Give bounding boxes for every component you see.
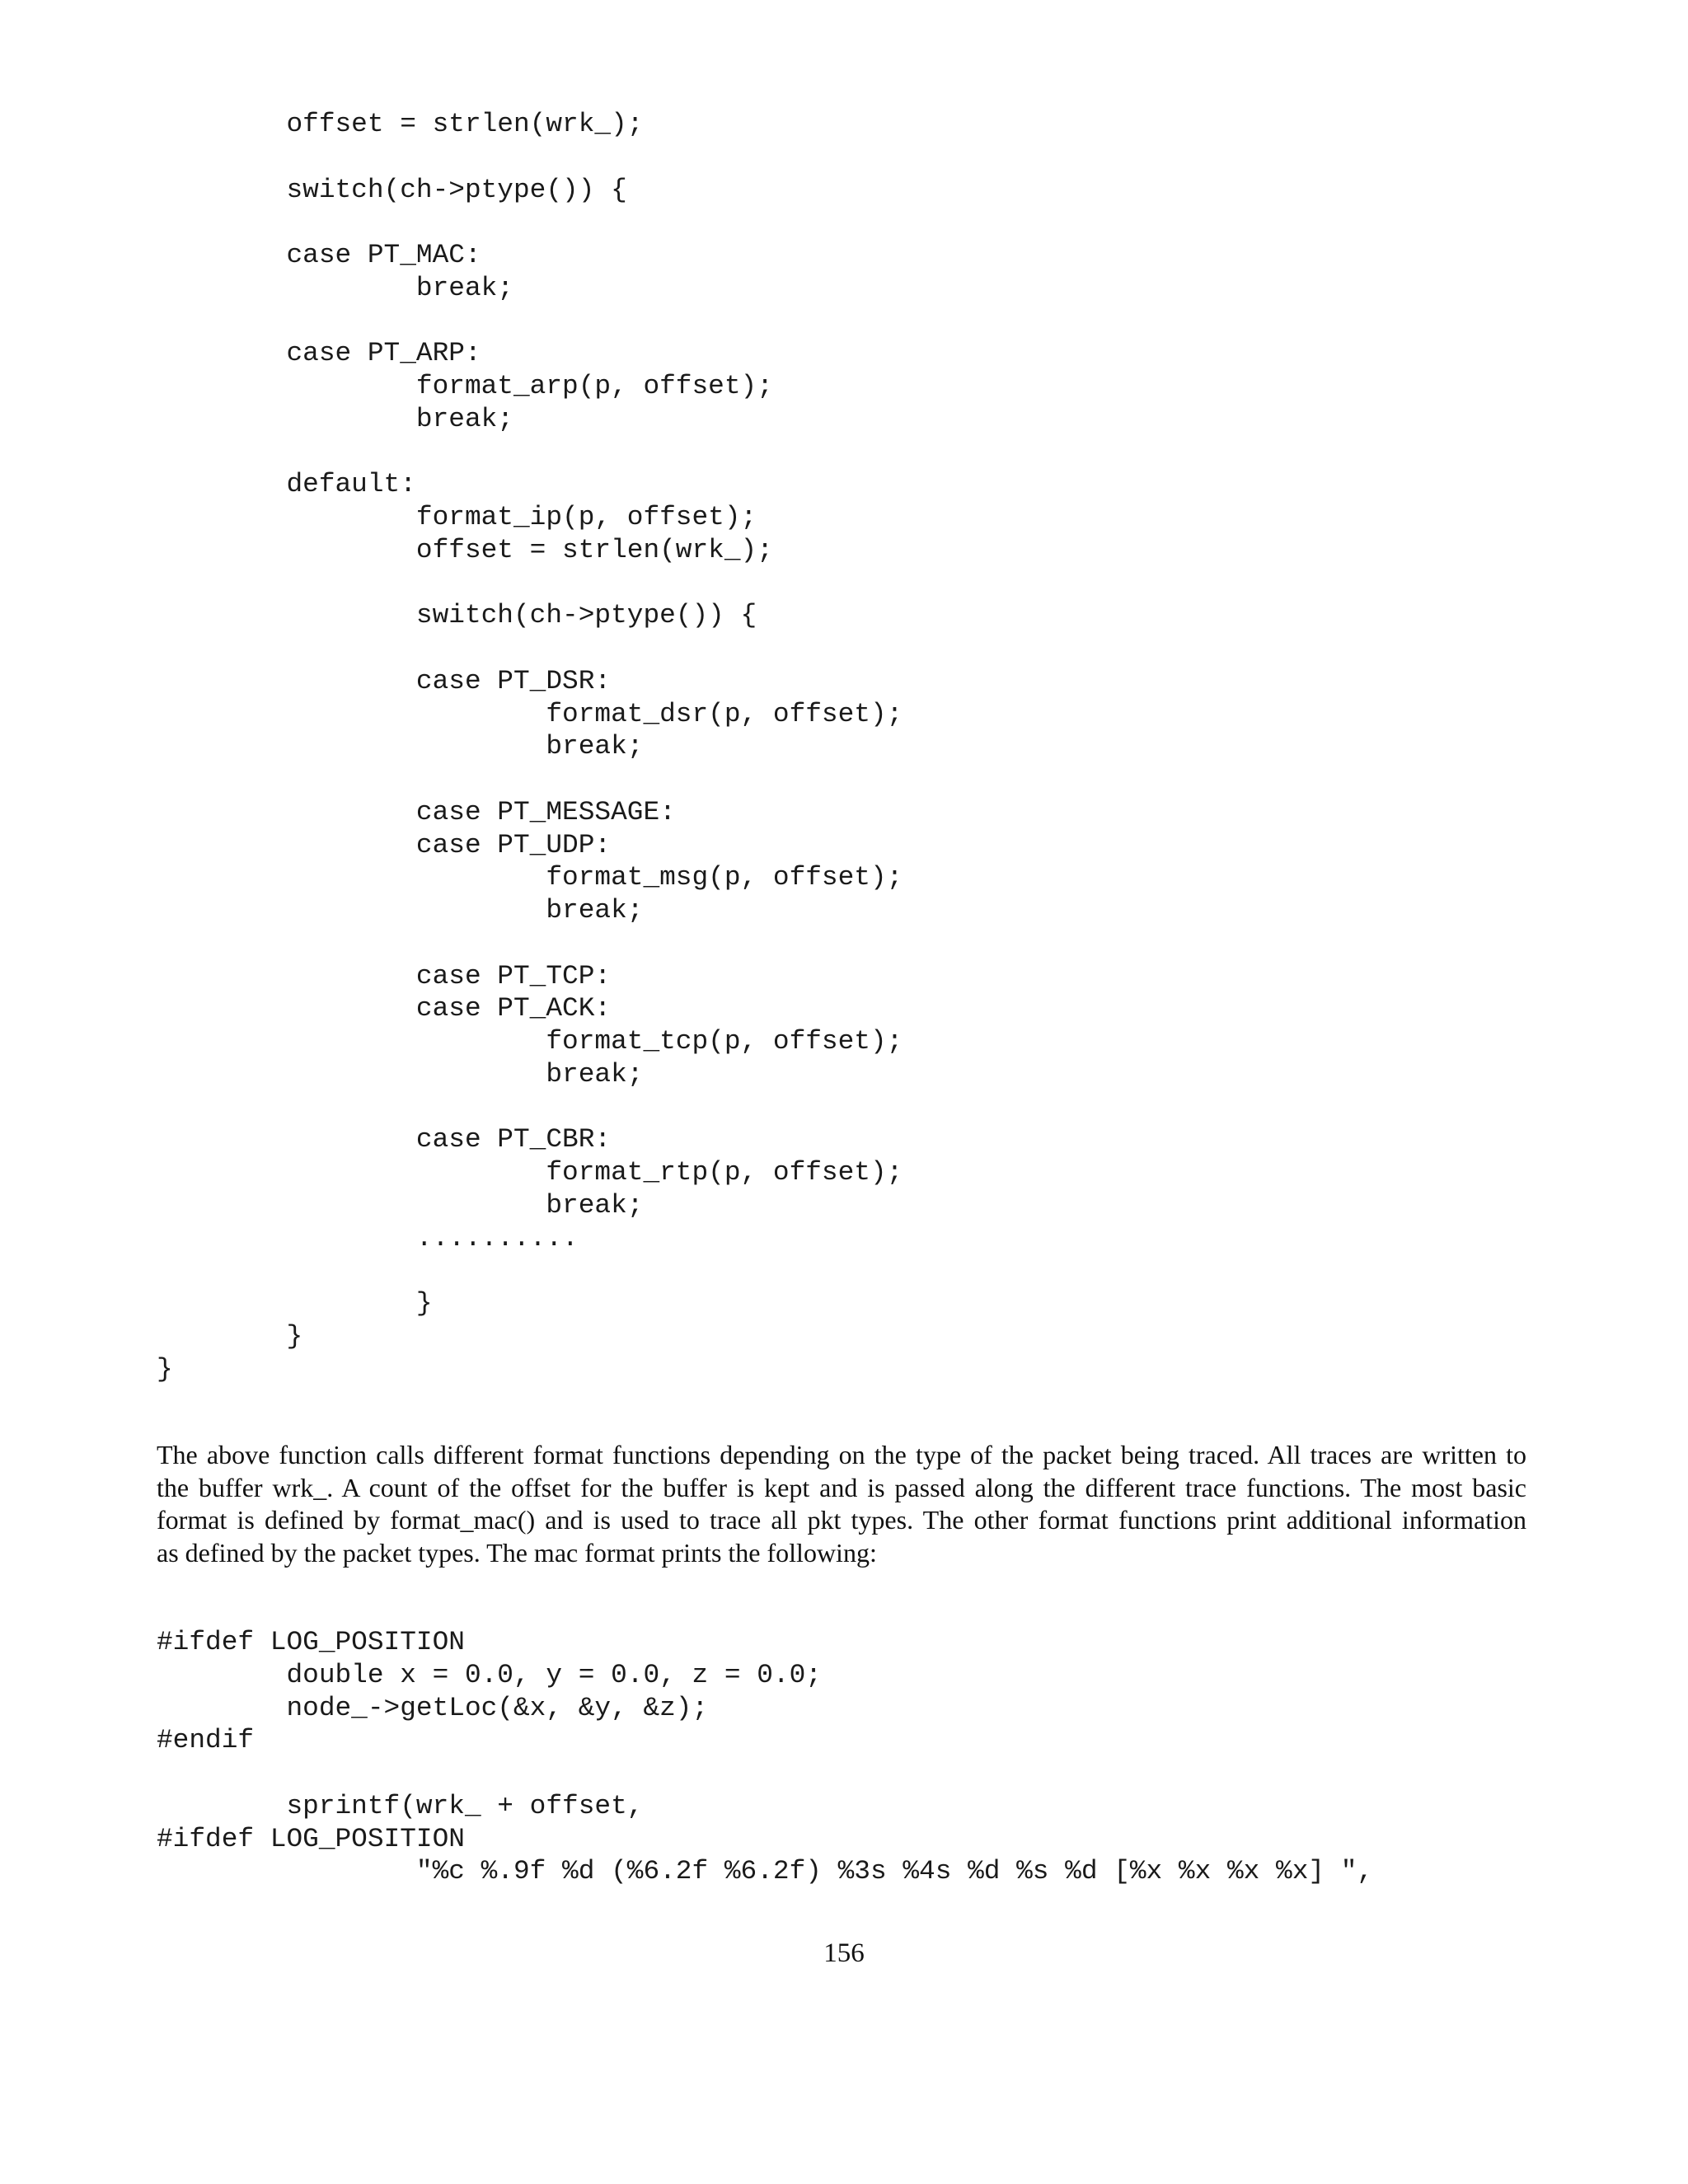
code-line: #ifdef LOG_POSITION <box>157 1823 465 1854</box>
code-line: double x = 0.0, y = 0.0, z = 0.0; <box>157 1659 822 1690</box>
code-line <box>157 1757 1373 1790</box>
code-line: format_msg(p, offset); <box>157 862 903 893</box>
code-line: case PT_MESSAGE: <box>157 796 676 827</box>
code-line: switch(ch->ptype()) { <box>157 600 757 631</box>
code-line: format_rtp(p, offset); <box>157 1157 903 1188</box>
code-line: break; <box>157 1189 644 1221</box>
code-line: #ifdef LOG_POSITION <box>157 1627 465 1657</box>
paragraph-line: the buffer wrk_. A count of the offset for the buffer is kept and is passed along the different trace functions. The most basic <box>157 1472 1526 1502</box>
code-line: case PT_MAC: <box>157 240 481 270</box>
code-line: format_dsr(p, offset); <box>157 698 903 729</box>
code-line: case PT_TCP: <box>157 960 612 991</box>
paragraph-line: as defined by the packet types. The mac format prints the following: <box>157 1537 877 1568</box>
code-line: break; <box>157 1058 644 1090</box>
code-line <box>157 632 903 665</box>
code-line <box>157 1091 903 1124</box>
code-line <box>157 206 903 239</box>
code-line: default: <box>157 469 416 500</box>
code-line: case PT_ACK: <box>157 993 612 1024</box>
code-line: format_tcp(p, offset); <box>157 1026 903 1057</box>
code-line: .......... <box>157 1222 579 1254</box>
code-line <box>157 1254 903 1287</box>
code-line: break; <box>157 272 513 303</box>
code-line: node_->getLoc(&x, &y, &z); <box>157 1692 709 1723</box>
code-line: case PT_CBR: <box>157 1124 612 1155</box>
code-line <box>157 763 903 796</box>
code-line: offset = strlen(wrk_); <box>157 534 773 565</box>
code-line: break; <box>157 895 644 926</box>
code-line <box>157 436 903 469</box>
code-line: } <box>157 1288 433 1319</box>
code-line: offset = strlen(wrk_); <box>157 109 644 139</box>
code-listing-bottom <box>157 1626 1373 1888</box>
code-line: format_arp(p, offset); <box>157 371 773 401</box>
code-line: #endif <box>157 1725 255 1756</box>
code-line: break; <box>157 403 513 434</box>
code-line: case PT_UDP: <box>157 829 612 860</box>
code-line <box>157 305 903 338</box>
code-line <box>157 567 903 600</box>
code-line <box>157 927 903 960</box>
code-line: case PT_DSR: <box>157 665 612 696</box>
code-line: break; <box>157 731 644 762</box>
code-line: "%c %.9f %d (%6.2f %6.2f) %3s %4s %d %s %d [%x %x %x %x] ", <box>157 1856 1374 1887</box>
paragraph-line: The above function calls different format functions depending on the type of the packet being traced. All traces are written to <box>157 1440 1526 1469</box>
code-line: sprintf(wrk_ + offset, <box>157 1790 644 1821</box>
code-listing-top <box>157 108 903 1385</box>
code-line: case PT_ARP: <box>157 338 481 369</box>
code-line <box>157 141 903 174</box>
code-line: } <box>157 1320 303 1352</box>
paragraph-line: format is defined by format_mac() and is used to trace all pkt types. The other format functions print additional information <box>157 1505 1526 1535</box>
page-number: 156 <box>823 1938 865 1968</box>
explanation-paragraph <box>157 1439 1526 1569</box>
code-line: } <box>157 1353 173 1385</box>
code-line: switch(ch->ptype()) { <box>157 174 627 205</box>
code-line: format_ip(p, offset); <box>157 502 757 532</box>
